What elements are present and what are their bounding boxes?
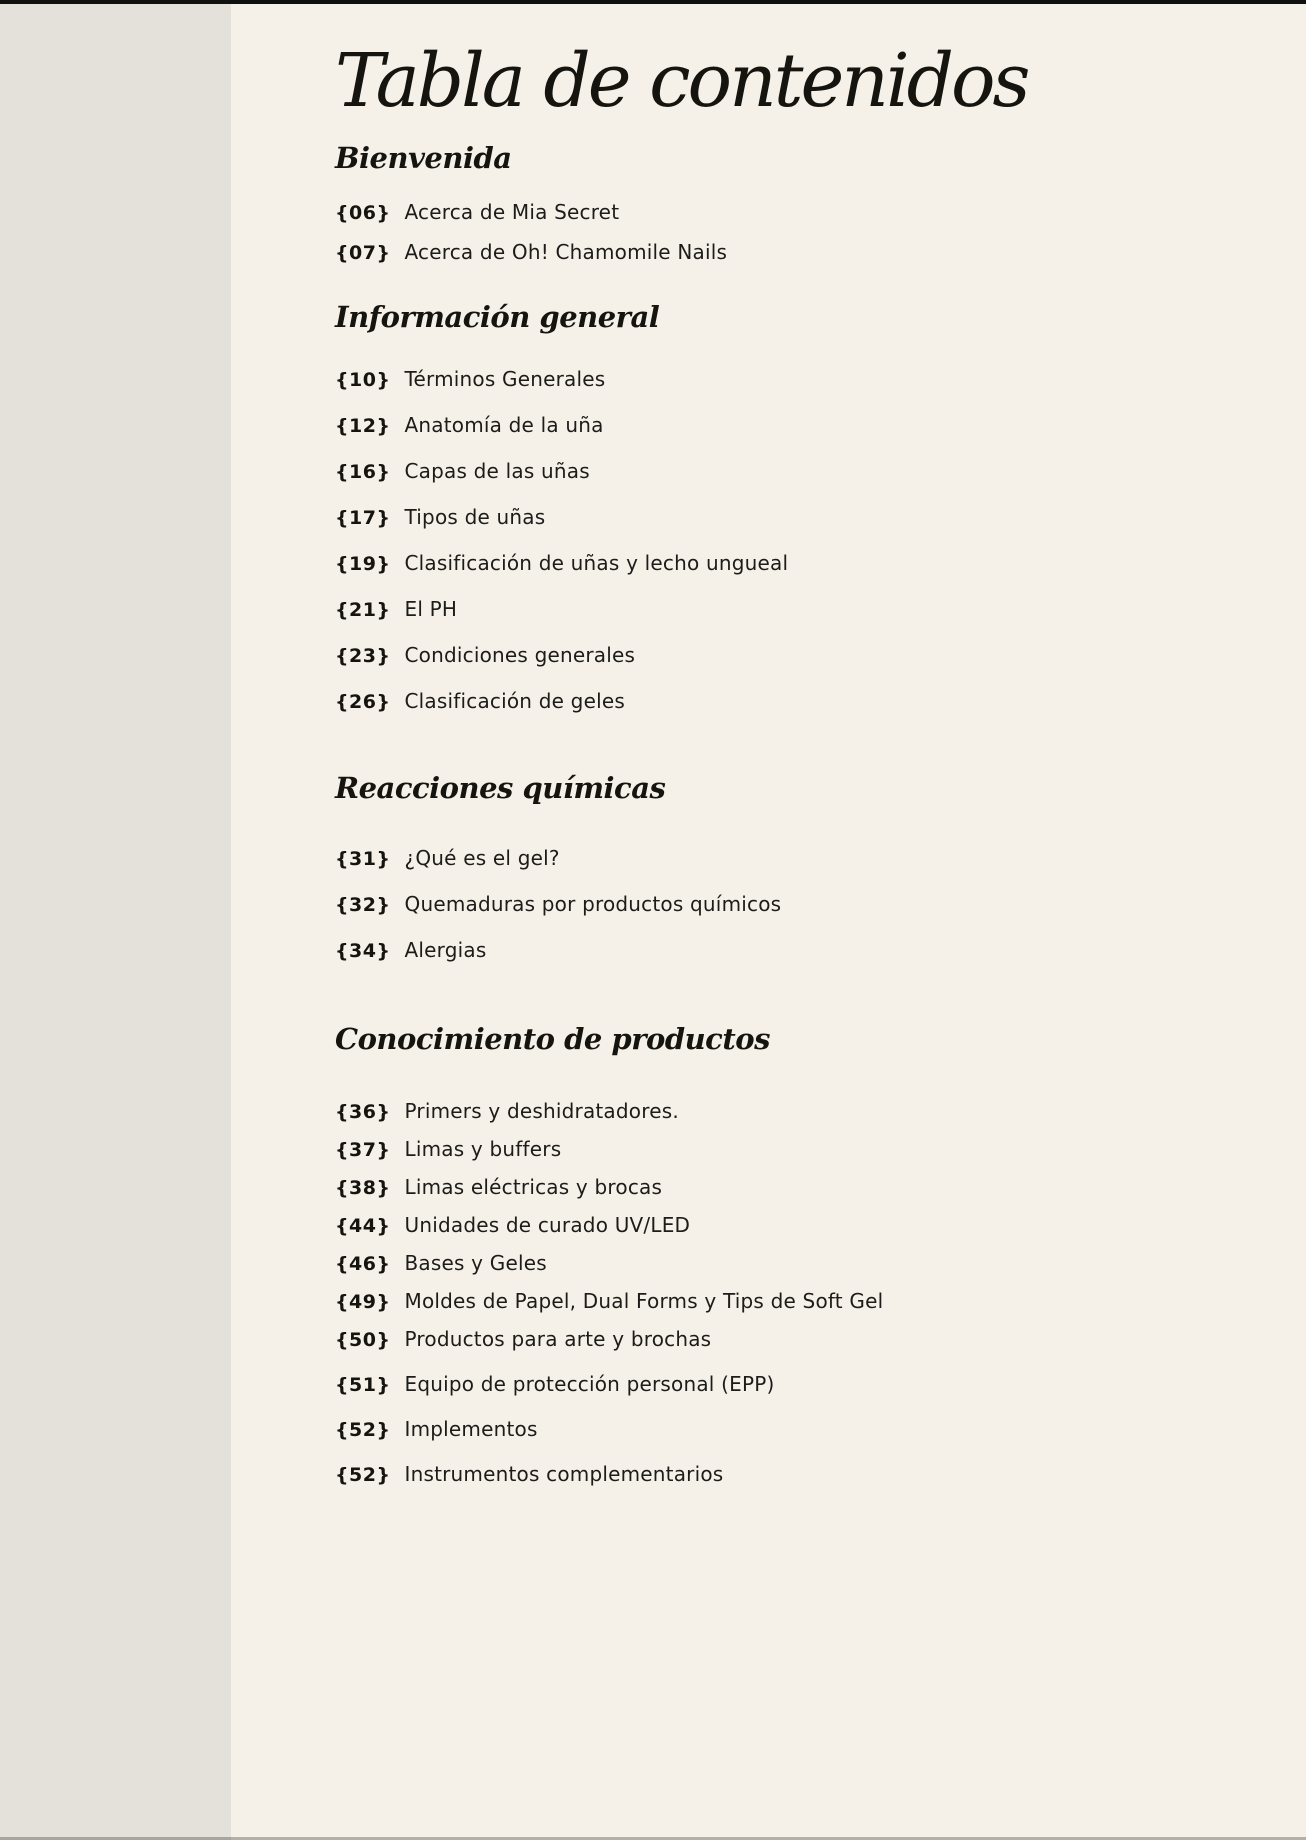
toc-entry[interactable] bbox=[335, 596, 1266, 623]
entry-page-number: {52} bbox=[335, 1419, 391, 1442]
entry-page-number: {49} bbox=[335, 1291, 391, 1314]
top-border bbox=[0, 0, 1306, 4]
toc-section bbox=[335, 300, 1266, 715]
toc-entry[interactable] bbox=[335, 937, 1266, 964]
entry-label: Clasificación de geles bbox=[404, 689, 625, 714]
toc-entry[interactable] bbox=[335, 412, 1266, 439]
entry-page-number: {06} bbox=[335, 202, 391, 225]
entry-label: Condiciones generales bbox=[404, 643, 636, 668]
entry-label: Productos para arte y brochas bbox=[404, 1327, 712, 1352]
entry-page-number: {21} bbox=[335, 599, 391, 622]
section-heading: Información general bbox=[335, 300, 660, 335]
toc-section bbox=[335, 771, 1266, 964]
entry-page-number: {51} bbox=[335, 1374, 391, 1397]
entry-page-number: {44} bbox=[335, 1215, 391, 1238]
entry-page-number: {23} bbox=[335, 645, 391, 668]
toc-entry[interactable] bbox=[335, 239, 1266, 266]
entry-label: Quemaduras por productos químicos bbox=[404, 892, 782, 917]
entry-page-number: {31} bbox=[335, 848, 391, 871]
entry-label: ¿Qué es el gel? bbox=[404, 846, 560, 871]
entry-label: Acerca de Oh! Chamomile Nails bbox=[404, 240, 728, 265]
section-heading: Reacciones químicas bbox=[335, 771, 666, 806]
entry-label: Equipo de protección personal (EPP) bbox=[404, 1372, 775, 1397]
entry-label: Limas y buffers bbox=[404, 1137, 562, 1162]
entry-page-number: {46} bbox=[335, 1253, 391, 1276]
toc-entry[interactable] bbox=[335, 688, 1266, 715]
toc-entry[interactable] bbox=[335, 642, 1266, 669]
page-title: Tabla de contenidos bbox=[335, 38, 1028, 124]
toc-entry[interactable] bbox=[335, 1288, 1266, 1315]
entry-label: Clasificación de uñas y lecho ungueal bbox=[404, 551, 789, 576]
toc-entry-list bbox=[335, 1098, 1266, 1488]
entry-page-number: {50} bbox=[335, 1329, 391, 1352]
entry-page-number: {16} bbox=[335, 461, 391, 484]
section-heading: Bienvenida bbox=[335, 141, 512, 176]
entry-label: Implementos bbox=[404, 1417, 538, 1442]
entry-label: Moldes de Papel, Dual Forms y Tips de Soft Gel bbox=[404, 1289, 884, 1314]
entry-label: Anatomía de la uña bbox=[404, 413, 604, 438]
entry-label: Primers y deshidratadores. bbox=[404, 1099, 679, 1124]
entry-page-number: {34} bbox=[335, 940, 391, 963]
entry-page-number: {12} bbox=[335, 415, 391, 438]
entry-page-number: {52} bbox=[335, 1464, 391, 1487]
entry-label: Alergias bbox=[404, 938, 487, 963]
toc-section bbox=[335, 1022, 1266, 1488]
entry-page-number: {38} bbox=[335, 1177, 391, 1200]
entry-label: Capas de las uñas bbox=[404, 459, 590, 484]
toc-section bbox=[335, 141, 1266, 266]
toc-entry[interactable] bbox=[335, 1416, 1266, 1443]
toc-entry[interactable] bbox=[335, 1098, 1266, 1125]
entry-page-number: {32} bbox=[335, 894, 391, 917]
entry-page-number: {37} bbox=[335, 1139, 391, 1162]
entry-label: Unidades de curado UV/LED bbox=[404, 1213, 691, 1238]
toc-entry[interactable] bbox=[335, 550, 1266, 577]
toc-entry[interactable] bbox=[335, 845, 1266, 872]
toc-entry-list bbox=[335, 199, 1266, 266]
toc-entry[interactable] bbox=[335, 1461, 1266, 1488]
toc-entry[interactable] bbox=[335, 366, 1266, 393]
entry-page-number: {26} bbox=[335, 691, 391, 714]
toc-entry[interactable] bbox=[335, 1136, 1266, 1163]
entry-page-number: {07} bbox=[335, 242, 391, 265]
entry-label: El PH bbox=[404, 597, 458, 622]
toc-entry[interactable] bbox=[335, 1371, 1266, 1398]
entry-label: Instrumentos complementarios bbox=[404, 1462, 724, 1487]
entry-page-number: {17} bbox=[335, 507, 391, 530]
toc-page bbox=[0, 4, 1306, 1506]
entry-label: Términos Generales bbox=[404, 367, 606, 392]
toc-entry[interactable] bbox=[335, 1250, 1266, 1277]
toc-entry[interactable] bbox=[335, 891, 1266, 918]
entry-page-number: {10} bbox=[335, 369, 391, 392]
entry-label: Limas eléctricas y brocas bbox=[404, 1175, 663, 1200]
toc-entry-list bbox=[335, 366, 1266, 715]
section-heading: Conocimiento de productos bbox=[335, 1022, 770, 1057]
toc-entry[interactable] bbox=[335, 504, 1266, 531]
toc-sections bbox=[335, 141, 1266, 1488]
entry-page-number: {19} bbox=[335, 553, 391, 576]
toc-entry[interactable] bbox=[335, 458, 1266, 485]
toc-entry[interactable] bbox=[335, 1212, 1266, 1239]
entry-label: Acerca de Mia Secret bbox=[404, 200, 620, 225]
toc-entry[interactable] bbox=[335, 1326, 1266, 1353]
toc-entry-list bbox=[335, 845, 1266, 964]
entry-label: Tipos de uñas bbox=[404, 505, 546, 530]
entry-label: Bases y Geles bbox=[404, 1251, 547, 1276]
toc-entry[interactable] bbox=[335, 1174, 1266, 1201]
toc-entry[interactable] bbox=[335, 199, 1266, 226]
entry-page-number: {36} bbox=[335, 1101, 391, 1124]
